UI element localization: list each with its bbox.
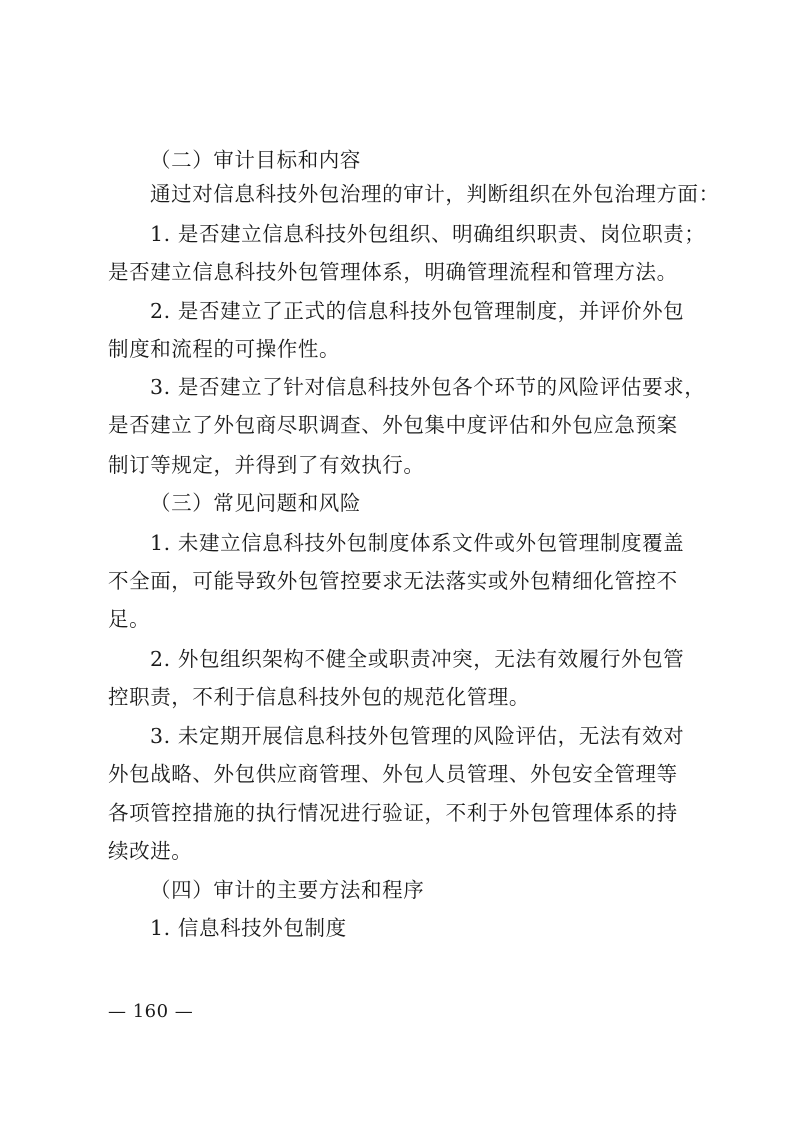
paragraph-item-3-1-line1: 1. 未建立信息科技外包制度体系文件或外包管理制度覆盖	[150, 531, 685, 555]
paragraph-item-4-1: 1. 信息科技外包制度	[150, 916, 347, 940]
paragraph-intro: 通过对信息科技外包治理的审计，判断组织在外包治理方面：	[150, 182, 720, 206]
paragraph-item-2-1-line2: 是否建立信息科技外包管理体系，明确管理流程和管理方法。	[108, 260, 678, 284]
paragraph-item-3-1-line2: 不全面，可能导致外包管控要求无法落实或外包精细化管控不	[108, 569, 678, 593]
paragraph-item-2-2-line2: 制度和流程的可操作性。	[108, 337, 341, 361]
paragraph-item-2-1-line1: 1. 是否建立信息科技外包组织、明确组织职责、岗位职责；	[150, 222, 706, 246]
paragraph-item-3-2-line2: 控职责，不利于信息科技外包的规范化管理。	[108, 685, 530, 709]
paragraph-item-3-2-line1: 2. 外包组织架构不健全或职责冲突，无法有效履行外包管	[150, 647, 685, 671]
paragraph-item-2-3-line2: 是否建立了外包商尽职调查、外包集中度评估和外包应急预案	[108, 413, 678, 437]
paragraph-item-2-3-line1: 3. 是否建立了针对信息科技外包各个环节的风险评估要求，	[150, 375, 706, 399]
paragraph-item-3-3-line1: 3. 未定期开展信息科技外包管理的风险评估，无法有效对	[150, 724, 685, 748]
paragraph-item-3-3-line2: 外包战略、外包供应商管理、外包人员管理、外包安全管理等	[108, 762, 678, 786]
paragraph-item-2-2-line1: 2. 是否建立了正式的信息科技外包管理制度，并评价外包	[150, 299, 685, 323]
paragraph-item-2-3-line3: 制订等规定，并得到了有效执行。	[108, 453, 425, 477]
paragraph-item-3-3-line4: 续改进。	[108, 839, 193, 863]
page-number: — 160 —	[108, 1001, 194, 1022]
section-heading-4: （四）审计的主要方法和程序	[150, 878, 425, 902]
paragraph-item-3-1-line3: 足。	[108, 607, 151, 631]
paragraph-item-3-3-line3: 各项管控措施的执行情况进行验证，不利于外包管理体系的持	[108, 801, 678, 825]
section-heading-3: （三）常见问题和风险	[150, 491, 361, 515]
section-heading-2: （二）审计目标和内容	[150, 148, 361, 172]
